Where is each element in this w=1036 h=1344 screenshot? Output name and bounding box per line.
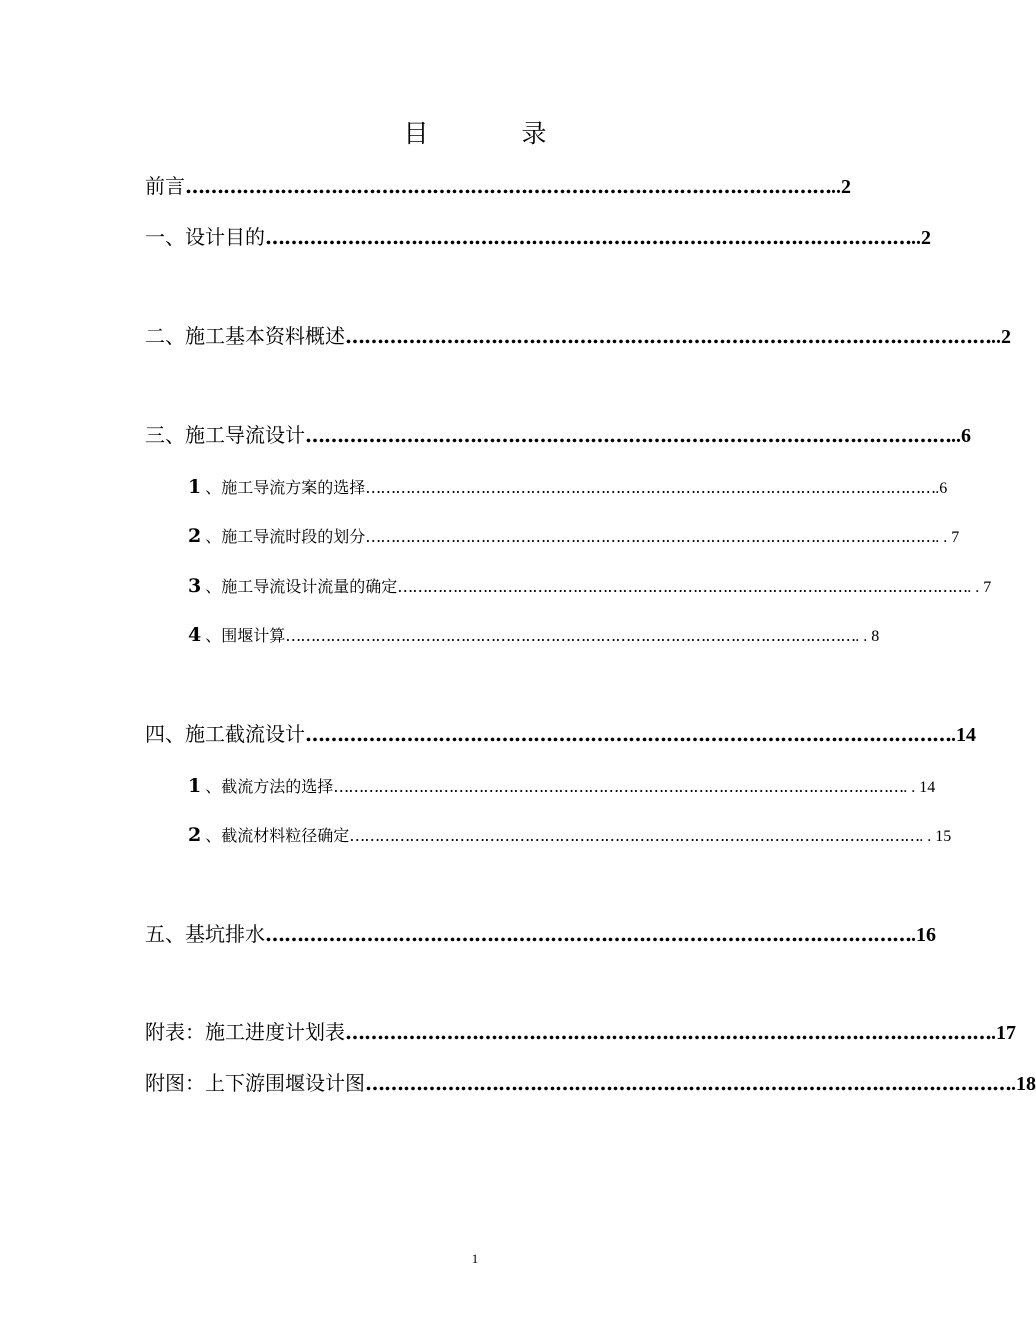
toc-entry-number: 1 (188, 775, 202, 797)
toc-leader-dots: …………………………………………………………………………………………………… (397, 577, 968, 596)
toc-leader-dots: …………………………………………………………………………………………………… (365, 527, 936, 546)
toc-page-number: ..6 (951, 425, 971, 447)
toc-leader-dots: …………………………………………………………………………………………………… (333, 777, 904, 796)
toc-entry-separator: 、 (205, 826, 222, 845)
toc-entry-label: 截流方法的选择 (221, 777, 334, 796)
footer-page-number: 1 (471, 1251, 479, 1266)
toc-leader-dots: …………………………………………………………………………………………………… (365, 478, 936, 497)
toc-entry-label: 施工导流时段的划分 (221, 527, 366, 546)
toc-entry-design-purpose[interactable] (145, 222, 931, 253)
toc-page-number: .6 (935, 480, 948, 497)
toc-leader-dots: ………………………………………………………………………………………… (345, 324, 991, 348)
toc-page-number: .16 (911, 924, 936, 946)
toc-page-number: . . 8 (855, 628, 880, 645)
toc-entry-label: 前言 (145, 174, 185, 198)
toc-entry-number: 4 (188, 624, 202, 646)
toc-entry-label: 五、基坑排水 (145, 922, 265, 946)
toc-entry-preface[interactable] (145, 171, 851, 202)
toc-entry-number: 3 (188, 575, 202, 597)
toc-page-number: .14 (951, 724, 976, 746)
toc-leader-dots: ………………………………………………………………………………………… (185, 174, 831, 198)
toc-entry-label: 二、施工基本资料概述 (145, 324, 345, 348)
toc-entry-separator: 、 (205, 777, 222, 796)
toc-entry-label: 四、施工截流设计 (145, 722, 305, 746)
toc-entry-label: 附表：施工进度计划表 (145, 1020, 345, 1044)
toc-page-number: . . 7 (967, 579, 992, 596)
toc-page-number: . . 7 (935, 529, 960, 546)
toc-entry-number: 2 (188, 824, 202, 846)
toc-entry-basic-data[interactable] (145, 321, 1011, 352)
toc-entry-diversion-period[interactable] (188, 523, 960, 551)
toc-title: 目 录 (403, 119, 581, 148)
toc-page-number: ..2 (831, 176, 851, 198)
toc-entry-separator: 、 (205, 626, 222, 645)
toc-entry-separator: 、 (205, 478, 222, 497)
toc-entry-diversion-scheme[interactable] (188, 474, 948, 502)
toc-entry-label: 三、施工导流设计 (145, 423, 305, 447)
toc-entry-label: 围堰计算 (221, 626, 286, 645)
toc-entry-pit-drainage[interactable] (145, 919, 936, 950)
toc-leader-dots: ………………………………………………………………………………………… (365, 1071, 1011, 1095)
toc-page-number: ..2 (991, 326, 1011, 348)
toc-entry-diversion-design[interactable] (145, 420, 971, 451)
toc-leader-dots: ………………………………………………………………………………………… (265, 225, 911, 249)
toc-entry-closure-material[interactable] (188, 822, 952, 850)
toc-entry-closure-method[interactable] (188, 773, 936, 801)
toc-leader-dots: ………………………………………………………………………………………… (345, 1020, 991, 1044)
toc-leader-dots: ………………………………………………………………………………………… (305, 722, 951, 746)
toc-entry-label: 施工导流方案的选择 (221, 478, 366, 497)
toc-leader-dots: …………………………………………………………………………………………………… (349, 826, 920, 845)
toc-entry-label: 一、设计目的 (145, 225, 265, 249)
toc-entry-appendix-drawing[interactable] (145, 1068, 1036, 1099)
toc-page-number: .18 (1011, 1073, 1036, 1095)
toc-page-number: ..2 (911, 227, 931, 249)
toc-entry-closure-design[interactable] (145, 719, 976, 750)
toc-page-number: . . 15 (919, 828, 952, 845)
toc-entry-appendix-schedule[interactable] (145, 1017, 1016, 1048)
toc-entry-label: 施工导流设计流量的确定 (221, 577, 398, 596)
toc-page-number: . . 14 (903, 779, 936, 796)
toc-entry-separator: 、 (205, 577, 222, 596)
toc-entry-design-flow[interactable] (188, 573, 992, 601)
toc-leader-dots: ………………………………………………………………………………………… (265, 922, 911, 946)
toc-page-number: .17 (991, 1022, 1016, 1044)
toc-leader-dots: ………………………………………………………………………………………… (305, 423, 951, 447)
toc-entry-number: 1 (188, 476, 202, 498)
toc-entry-separator: 、 (205, 527, 222, 546)
toc-entry-number: 2 (188, 525, 202, 547)
toc-leader-dots: …………………………………………………………………………………………………… (285, 626, 856, 645)
toc-entry-cofferdam-calc[interactable] (188, 622, 880, 650)
toc-entry-label: 附图：上下游围堰设计图 (145, 1071, 365, 1095)
toc-entry-label: 截流材料粒径确定 (221, 826, 350, 845)
